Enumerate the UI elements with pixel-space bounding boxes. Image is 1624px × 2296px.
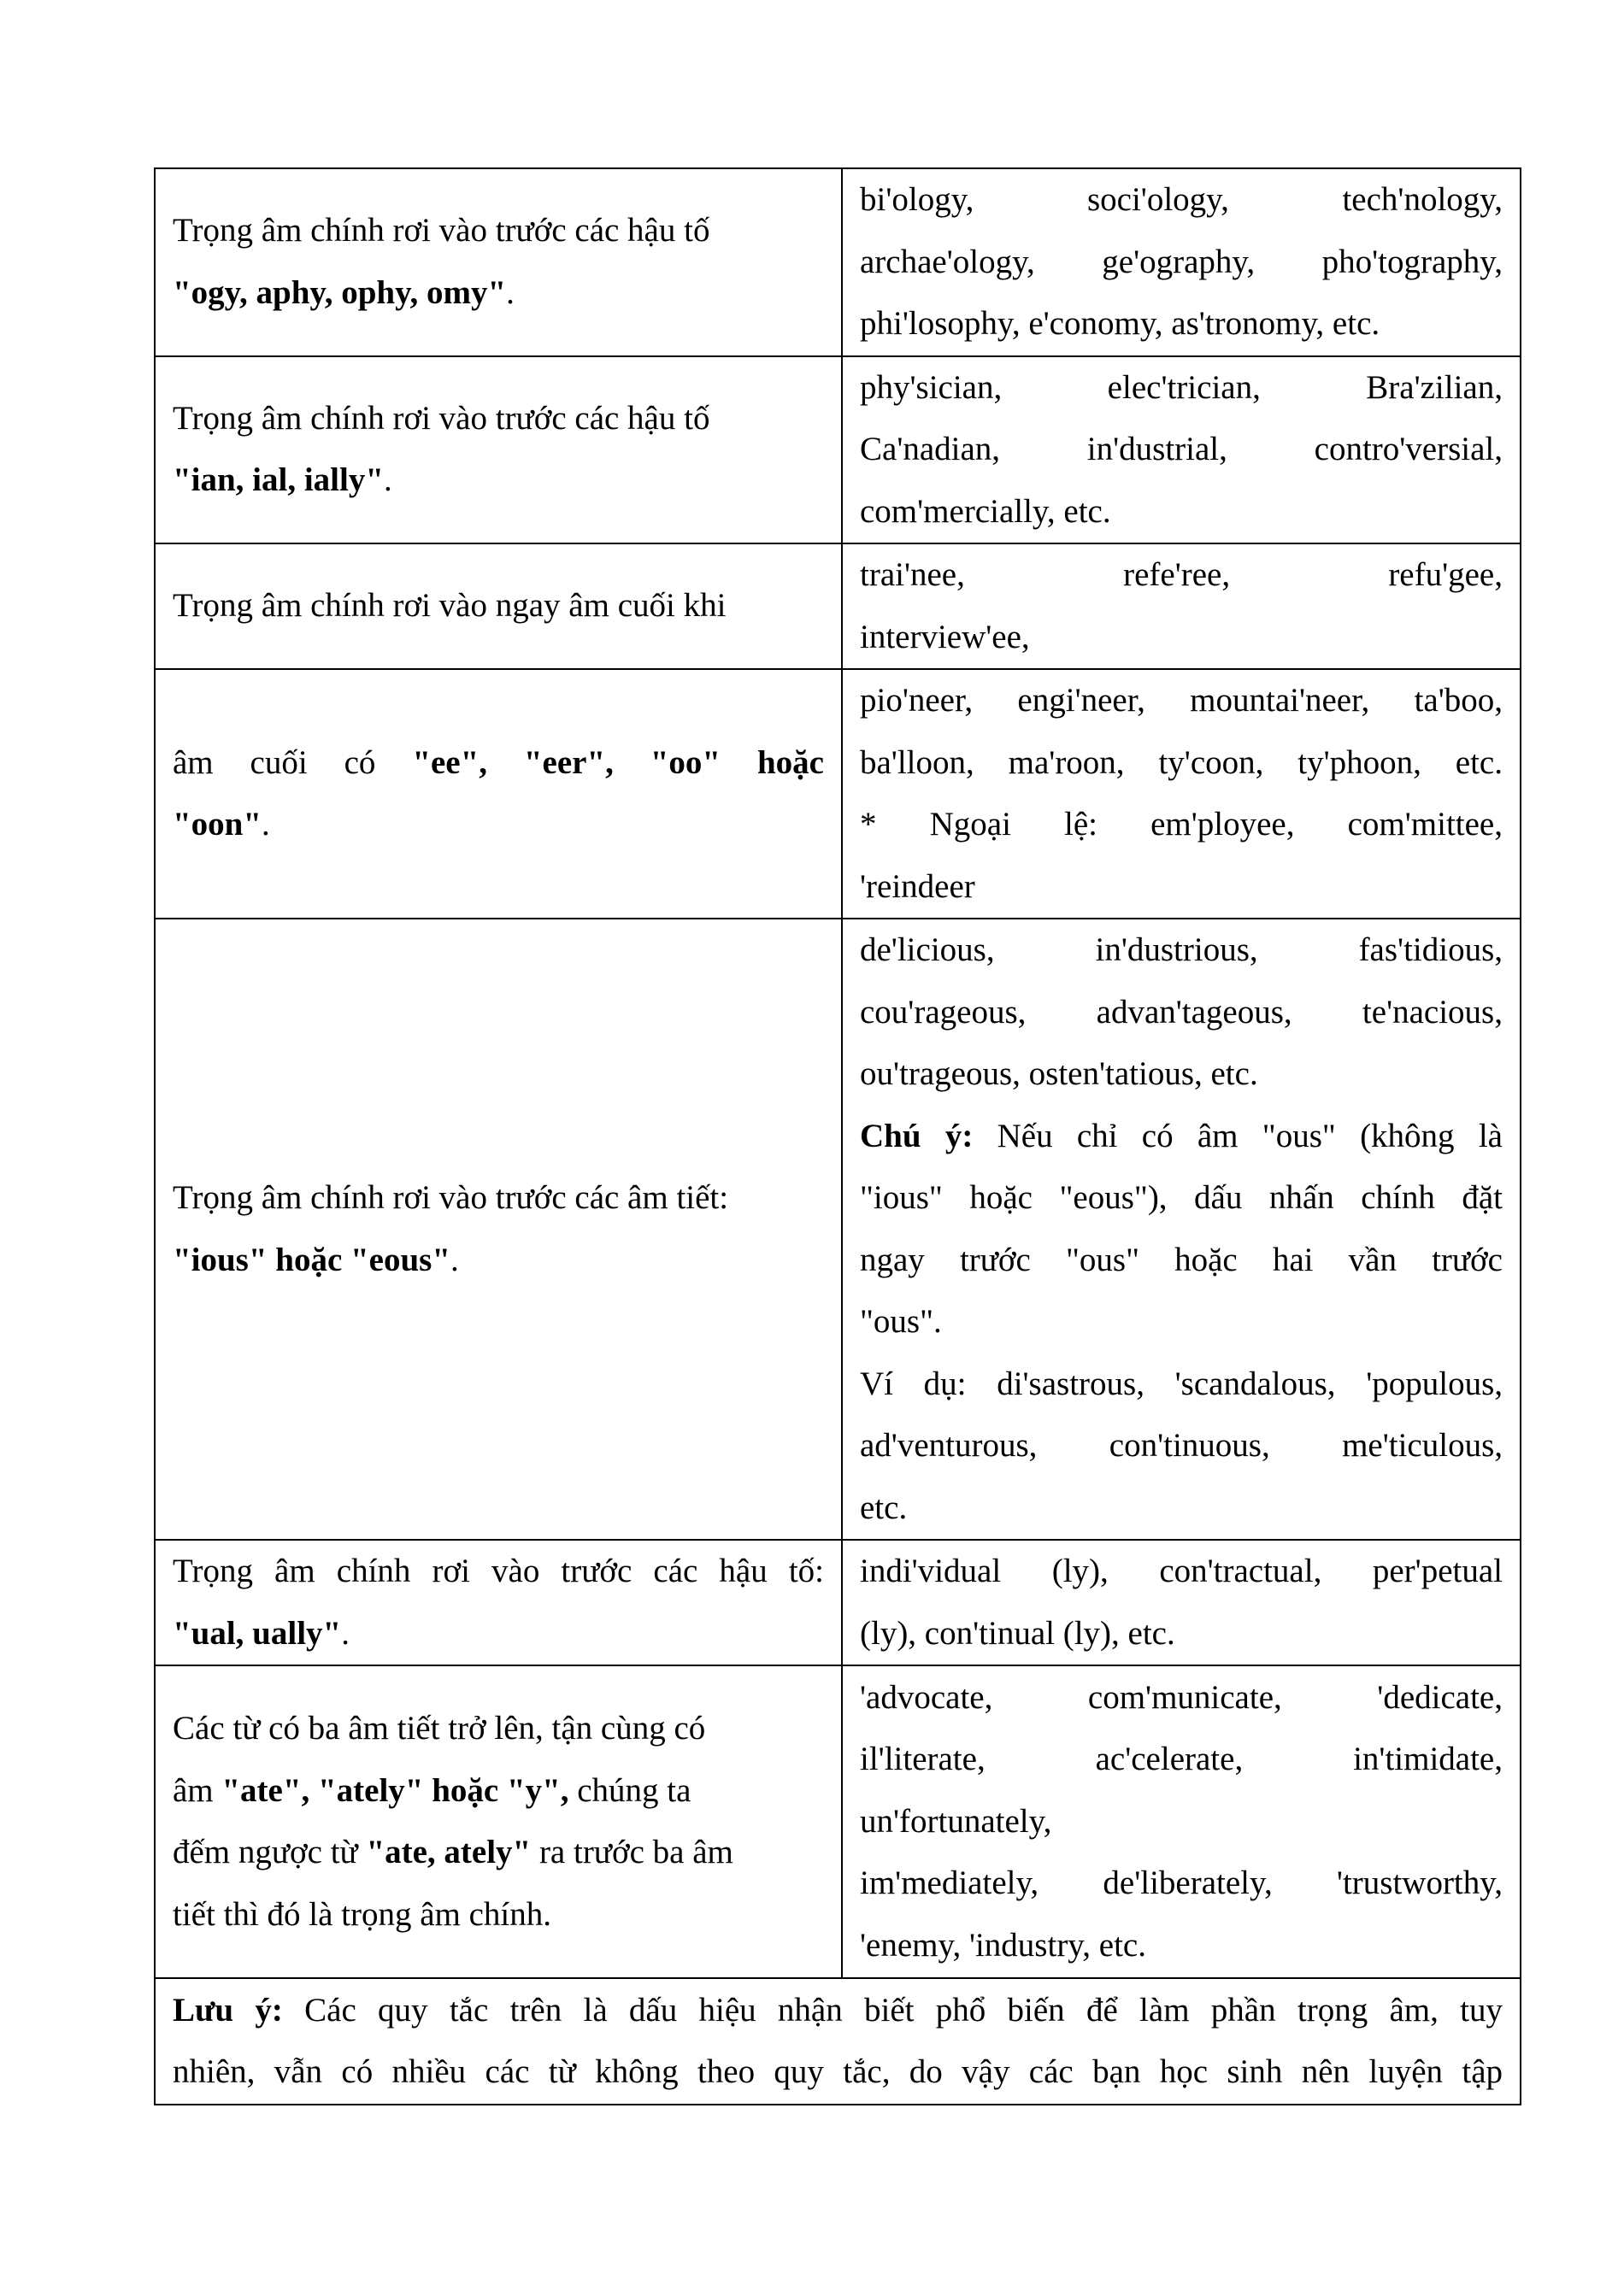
example-line: com'mercially, etc. xyxy=(860,492,1111,530)
table-row xyxy=(155,1665,1521,1978)
exception-line: 'reindeer xyxy=(860,867,975,905)
example-cell xyxy=(842,168,1521,356)
example-line: indi'vidual (ly), con'tractual, per'petual xyxy=(860,1553,1503,1589)
footer-note-cell xyxy=(155,1978,1521,2105)
table-row xyxy=(155,919,1521,1540)
suffix-text: "ate, ately" xyxy=(366,1834,532,1870)
table-row xyxy=(155,1978,1521,2105)
example-line: Ca'nadian, in'dustrial, contro'versial, xyxy=(860,431,1503,467)
example-line: il'literate, ac'celerate, in'timidate, xyxy=(860,1741,1503,1778)
example-line: cou'rageous, advan'tageous, te'nacious, xyxy=(860,993,1503,1031)
table-row xyxy=(155,543,1521,669)
example-cell xyxy=(842,1540,1521,1665)
rule-text: Trọng âm chính rơi vào ngay âm cuối khi xyxy=(173,587,727,625)
example-line: 'enemy, 'industry, etc. xyxy=(860,1926,1146,1964)
example-line: un'fortunately, xyxy=(860,1802,1052,1840)
example-label: Ví dụ: xyxy=(860,1365,997,1402)
table-row xyxy=(155,669,1521,919)
suffix-text: "ual, ually" xyxy=(173,1614,342,1652)
example-line: im'mediately, de'liberately, 'trustworthy, xyxy=(860,1864,1503,1902)
example-cell xyxy=(842,543,1521,669)
suffix-text: "ious" hoặc "eous" xyxy=(173,1241,450,1278)
example-line: pio'neer, engi'neer, mountai'neer, ta'boo, xyxy=(860,682,1503,719)
example-line: archae'ology, ge'ography, pho'tography, xyxy=(860,243,1503,280)
rule-text: Các từ có ba âm tiết trở lên, tận cùng có xyxy=(173,1710,706,1747)
footer-note-line: nhiên, vẫn có nhiều các từ không theo quy tắc, do vậy các bạn học sinh nên luyện tập xyxy=(173,2053,1503,2090)
table-row xyxy=(155,1540,1521,1665)
example-cell xyxy=(842,356,1521,544)
note-line: ngay trước "ous" hoặc hai vần trước xyxy=(860,1241,1503,1278)
example-line: etc. xyxy=(860,1489,908,1526)
rule-text: Trọng âm chính rơi vào trước các hậu tố: xyxy=(173,1553,824,1589)
note-label: Chú ý: xyxy=(860,1117,974,1154)
stress-rules-table xyxy=(154,167,1521,2105)
note-line: "ious" hoặc "eous"), dấu nhấn chính đặt xyxy=(860,1179,1503,1216)
example-line: trai'nee, refe'ree, refu'gee, xyxy=(860,556,1503,593)
example-line: bi'ology, soci'ology, tech'nology, xyxy=(860,181,1503,218)
example-line: ba'lloon, ma'roon, ty'coon, ty'phoon, etc. xyxy=(860,743,1503,781)
rule-cell: Trọng âm chính rơi vào trước các hậu tố: "ual, ually". xyxy=(155,1540,842,1665)
exception-line: * Ngoại lệ: em'ployee, com'mittee, xyxy=(860,806,1503,843)
footer-note-label: Lưu ý: xyxy=(173,1991,283,2029)
example-cell xyxy=(842,669,1521,919)
rule-text: Trọng âm chính rơi vào trước các hậu tố xyxy=(173,212,710,250)
example-cell xyxy=(842,1665,1521,1978)
suffix-text: "ogy, aphy, ophy, omy" xyxy=(173,273,507,311)
footer-note-line: Lưu ý: Các quy tắc trên là dấu hiệu nhận biết phổ biến để làm phần trọng âm, tuy xyxy=(173,1991,1503,2029)
rule-text: Trọng âm chính rơi vào trước các hậu tố xyxy=(173,399,710,437)
rule-cell: Trọng âm chính rơi vào trước các âm tiết: "ious" hoặc "eous". xyxy=(155,919,842,1540)
rule-cell: âm cuối có "ee", "eer", "oo" hoặc "oon". xyxy=(155,669,842,919)
example-line: ad'venturous, con'tinuous, me'ticulous, xyxy=(860,1427,1503,1464)
note-line: "ous". xyxy=(860,1303,942,1340)
example-line: interview'ee, xyxy=(860,618,1030,655)
example-line: phy'sician, elec'trician, Bra'zilian, xyxy=(860,368,1503,406)
example-line: Ví dụ: di'sastrous, 'scandalous, 'populous, xyxy=(860,1365,1503,1402)
example-cell xyxy=(842,919,1521,1540)
rule-cell xyxy=(155,543,842,669)
table-row xyxy=(155,168,1521,356)
example-line: 'advocate, com'municate, 'dedicate, xyxy=(860,1678,1503,1716)
example-line: (ly), con'tinual (ly), etc. xyxy=(860,1614,1175,1652)
rule-cell: Trọng âm chính rơi vào trước các hậu tố "ian, ial, ially". xyxy=(155,356,842,544)
rule-cell: Trọng âm chính rơi vào trước các hậu tố "ogy, aphy, ophy, omy". xyxy=(155,168,842,356)
example-line: ou'trageous, osten'tatious, etc. xyxy=(860,1055,1258,1092)
suffix-text: "ate", "ately" hoặc "y", xyxy=(221,1771,569,1809)
note-line: Chú ý: Nếu chỉ có âm "ous" (không là xyxy=(860,1117,1503,1154)
example-line: phi'losophy, e'conomy, as'tronomy, etc. xyxy=(860,305,1380,342)
rule-text: Trọng âm chính rơi vào trước các âm tiết: xyxy=(173,1179,729,1216)
table-row xyxy=(155,356,1521,544)
suffix-text: "oon" xyxy=(173,806,262,843)
rule-text: tiết thì đó là trọng âm chính. xyxy=(173,1895,551,1933)
example-line: de'licious, in'dustrious, fas'tidious, xyxy=(860,931,1503,968)
rule-cell: Các từ có ba âm tiết trở lên, tận cùng có âm "ate", "ately" hoặc "y", chúng ta đếm ngược từ "ate, ately" ra trước ba âm tiết thì đó là trọng âm chính. xyxy=(155,1665,842,1978)
suffix-text: "ian, ial, ially" xyxy=(173,461,385,499)
suffix-text: "ee", "eer", "oo" hoặc xyxy=(412,743,824,781)
rule-text: âm cuối có xyxy=(173,743,413,781)
